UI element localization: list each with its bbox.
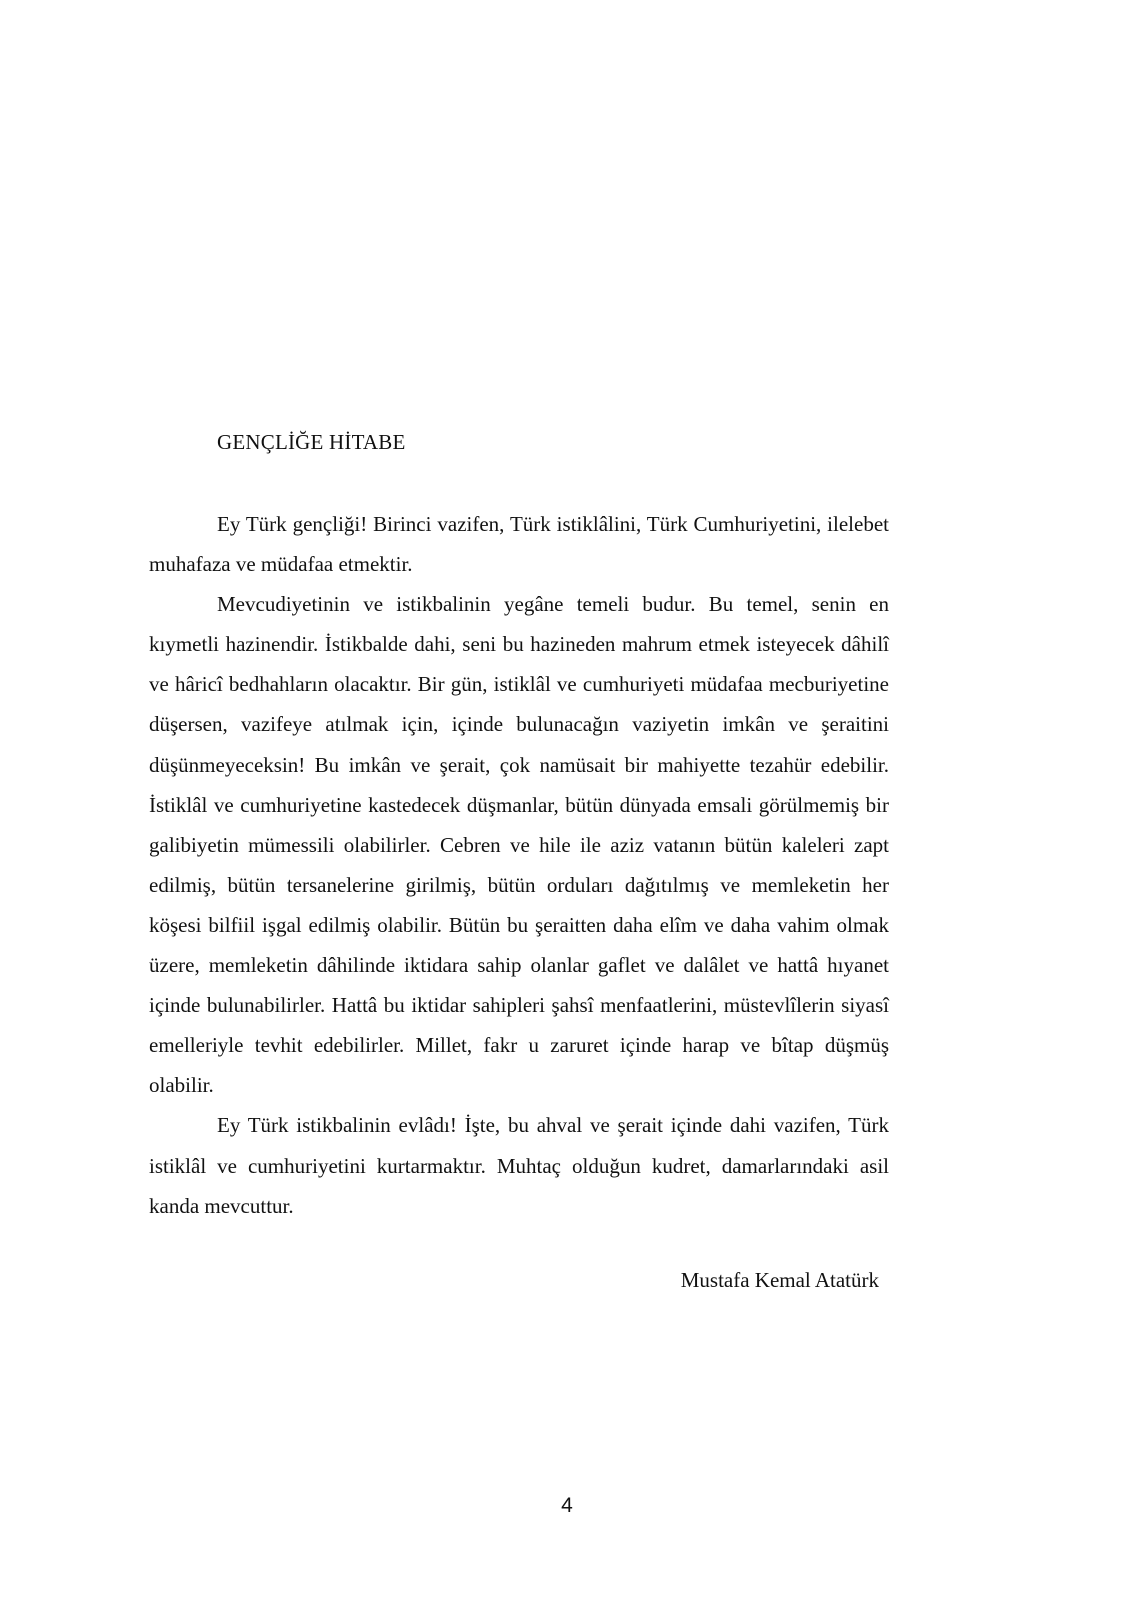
page-number: 4 [561, 1494, 573, 1517]
page-title: GENÇLİĞE HİTABE [217, 430, 406, 454]
signature: Mustafa Kemal Atatürk [680, 1268, 879, 1292]
document-body [149, 504, 889, 1226]
paragraph-2: Mevcudiyetinin ve istikbalinin yegâne temeli budur. Bu temel, senin en kıymetli hazinendir. İstikbalde dahi, seni bu hazineden mahrum etmek isteyecek dâhilî ve hâricî bedhahların olacaktır. Bir gün, istiklâl ve cumhuriyeti müdafaa mecburiyetine düşersen, vazifeye atılmak için, içinde bulunacağın vaziyetin imkân ve şeraitini düşünmeyeceksin! Bu imkân ve şerait, çok namüsait bir mahiyette tezahür edebilir. İstiklâl ve cumhuriyetine kastedecek düşmanlar, bütün dünyada emsali görülmemiş bir galibiyetin mümessili olabilirler. Cebren ve hile ile aziz vatanın bütün kaleleri zapt edilmiş, bütün tersanelerine girilmiş, bütün orduları dağıtılmış ve memleketin her köşesi bilfiil işgal edilmiş olabilir. Bütün bu şeraitten daha elîm ve daha vahim olmak üzere, memleketin dâhilinde iktidara sahip olanlar gaflet ve dalâlet ve hattâ hıyanet içinde bulunabilirler. Hattâ bu iktidar sahipleri şahsî menfaatlerini, müstevlîlerin siyasî emelleriyle tevhit edebilirler. Millet, fakr u zaruret içinde harap ve bîtap düşmüş olabilir. [149, 592, 889, 1098]
paragraph-1: Ey Türk gençliği! Birinci vazifen, Türk istiklâlini, Türk Cumhuriyetini, ilelebet muhafaza ve müdafaa etmektir. [149, 512, 889, 577]
paragraph-3: Ey Türk istikbalinin evlâdı! İşte, bu ahval ve şerait içinde dahi vazifen, Türk istiklâl ve cumhuriyetini kurtarmaktır. Muhtaç olduğun kudret, damarlarındaki asil kanda mevcuttur. [149, 1113, 889, 1218]
